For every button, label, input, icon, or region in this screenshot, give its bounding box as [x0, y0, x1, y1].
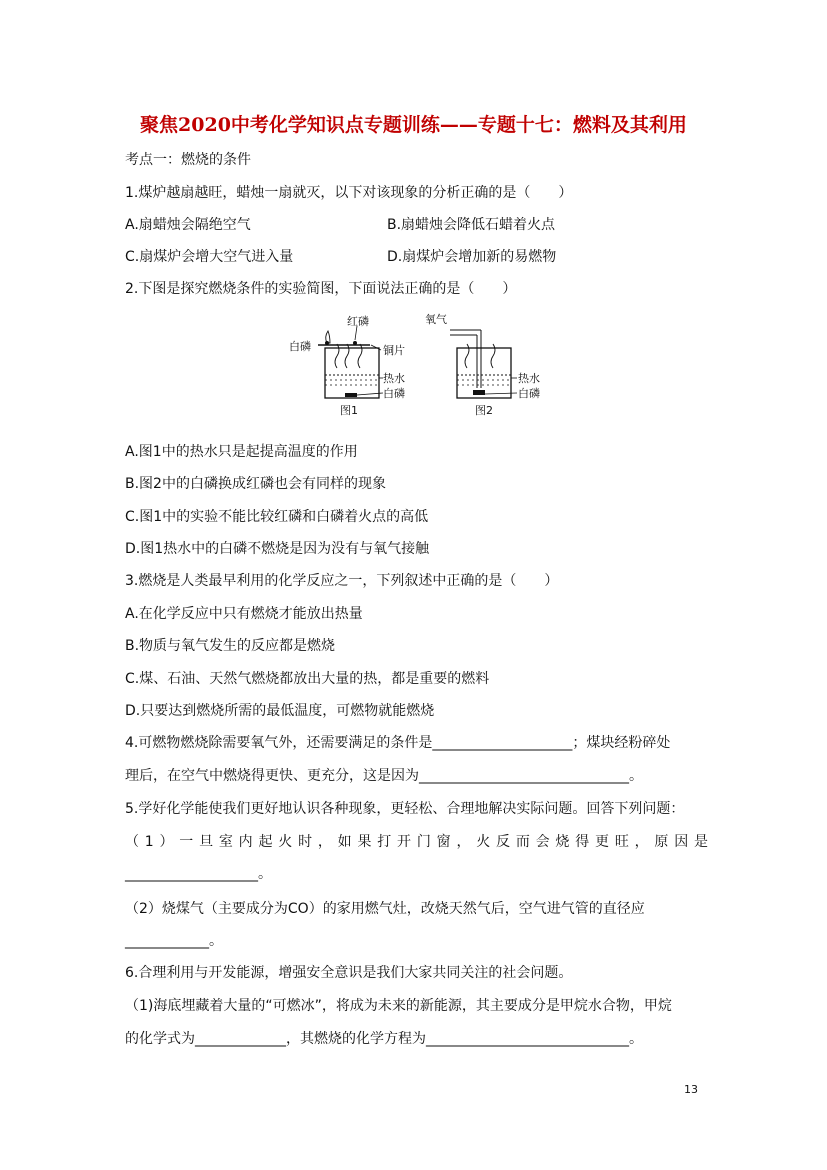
q6-line-2: （1)海底埋藏着大量的“可燃冰”，将成为未来的新能源，其主要成分是甲烷水合物，甲烷 [125, 998, 672, 1014]
page-number: 13 [684, 1083, 698, 1096]
q4-line-2: 理后，在空气中燃烧得更快、更充分，这是因为______________________________。 [125, 768, 643, 784]
q1-option-a: A.扇蜡烛会隔绝空气 [125, 217, 251, 233]
label-white-phosphorus-bottom-fig1: 白磷 [383, 387, 405, 400]
q5-line-3: ___________________。 [125, 866, 272, 882]
page-title: 聚焦2020中考化学知识点专题训练——专题十七：燃料及其利用 [140, 114, 687, 136]
q3-option-d: D.只要达到燃烧所需的最低温度，可燃物就能燃烧 [125, 703, 435, 719]
label-hot-water-fig2: 热水 [518, 372, 540, 385]
q3-option-c: C.煤、石油、天然气燃烧都放出大量的热，都是重要的燃料 [125, 671, 490, 687]
q1-option-c: C.扇煤炉会增大空气进入量 [125, 249, 294, 265]
label-figure-2: 图2 [475, 404, 493, 417]
q2-stem: 2.下图是探究燃烧条件的实验简图，下面说法正确的是（ ） [125, 281, 517, 297]
q6-line-1: 6.合理利用与开发能源，增强安全意识是我们大家共同关注的社会问题。 [125, 965, 573, 981]
q5-line-5: ____________。 [125, 933, 223, 949]
q5-line-2: （1）一旦室内起火时，如果打开门窗，火反而会烧得更旺，原因是 [125, 834, 710, 850]
q1-option-b: B.扇蜡烛会降低石蜡着火点 [387, 217, 556, 233]
section-heading: 考点一：燃烧的条件 [125, 152, 251, 168]
label-white-phosphorus-top: 白磷 [289, 340, 311, 353]
q2-option-a: A.图1中的热水只是起提高温度的作用 [125, 444, 358, 460]
label-hot-water-fig1: 热水 [383, 372, 405, 385]
q1-stem: 1.煤炉越扇越旺，蜡烛一扇就灭，以下对该现象的分析正确的是（ ） [125, 185, 573, 201]
label-figure-1: 图1 [340, 404, 358, 417]
label-oxygen: 氧气 [425, 313, 447, 326]
q3-option-b: B.物质与氧气发生的反应都是燃烧 [125, 638, 336, 654]
figure-1-apparatus [318, 326, 383, 398]
q4-line-1: 4.可燃物燃烧除需要氧气外，还需要满足的条件是____________________；煤块经粉碎处 [125, 735, 671, 751]
q2-option-d: D.图1热水中的白磷不燃烧是因为没有与氧气接触 [125, 541, 430, 557]
q5-line-1: 5.学好化学能使我们更好地认识各种现象，更轻松、合理地解决实际问题。回答下列问题： [125, 801, 685, 817]
label-copper-sheet: 铜片 [383, 344, 405, 357]
figure-2-apparatus [450, 330, 517, 398]
q5-line-4: （2）烧煤气（主要成分为CO）的家用燃气灶，改烧天然气后，空气进气管的直径应 [125, 901, 645, 917]
label-white-phosphorus-bottom-fig2: 白磷 [518, 387, 540, 400]
q3-option-a: A.在化学反应中只有燃烧才能放出热量 [125, 606, 363, 622]
q2-option-c: C.图1中的实验不能比较红磷和白磷着火点的高低 [125, 509, 429, 525]
q1-option-d: D.扇煤炉会增加新的易燃物 [387, 249, 557, 265]
q2-option-b: B.图2中的白磷换成红磷也会有同样的现象 [125, 476, 386, 492]
q6-line-3: 的化学式为_____________，其燃烧的化学方程为_____________________________。 [125, 1031, 643, 1047]
label-red-phosphorus: 红磷 [347, 315, 369, 328]
q3-stem: 3.燃烧是人类最早利用的化学反应之一，下列叙述中正确的是（ ） [125, 573, 559, 589]
experiment-figure [285, 310, 550, 420]
